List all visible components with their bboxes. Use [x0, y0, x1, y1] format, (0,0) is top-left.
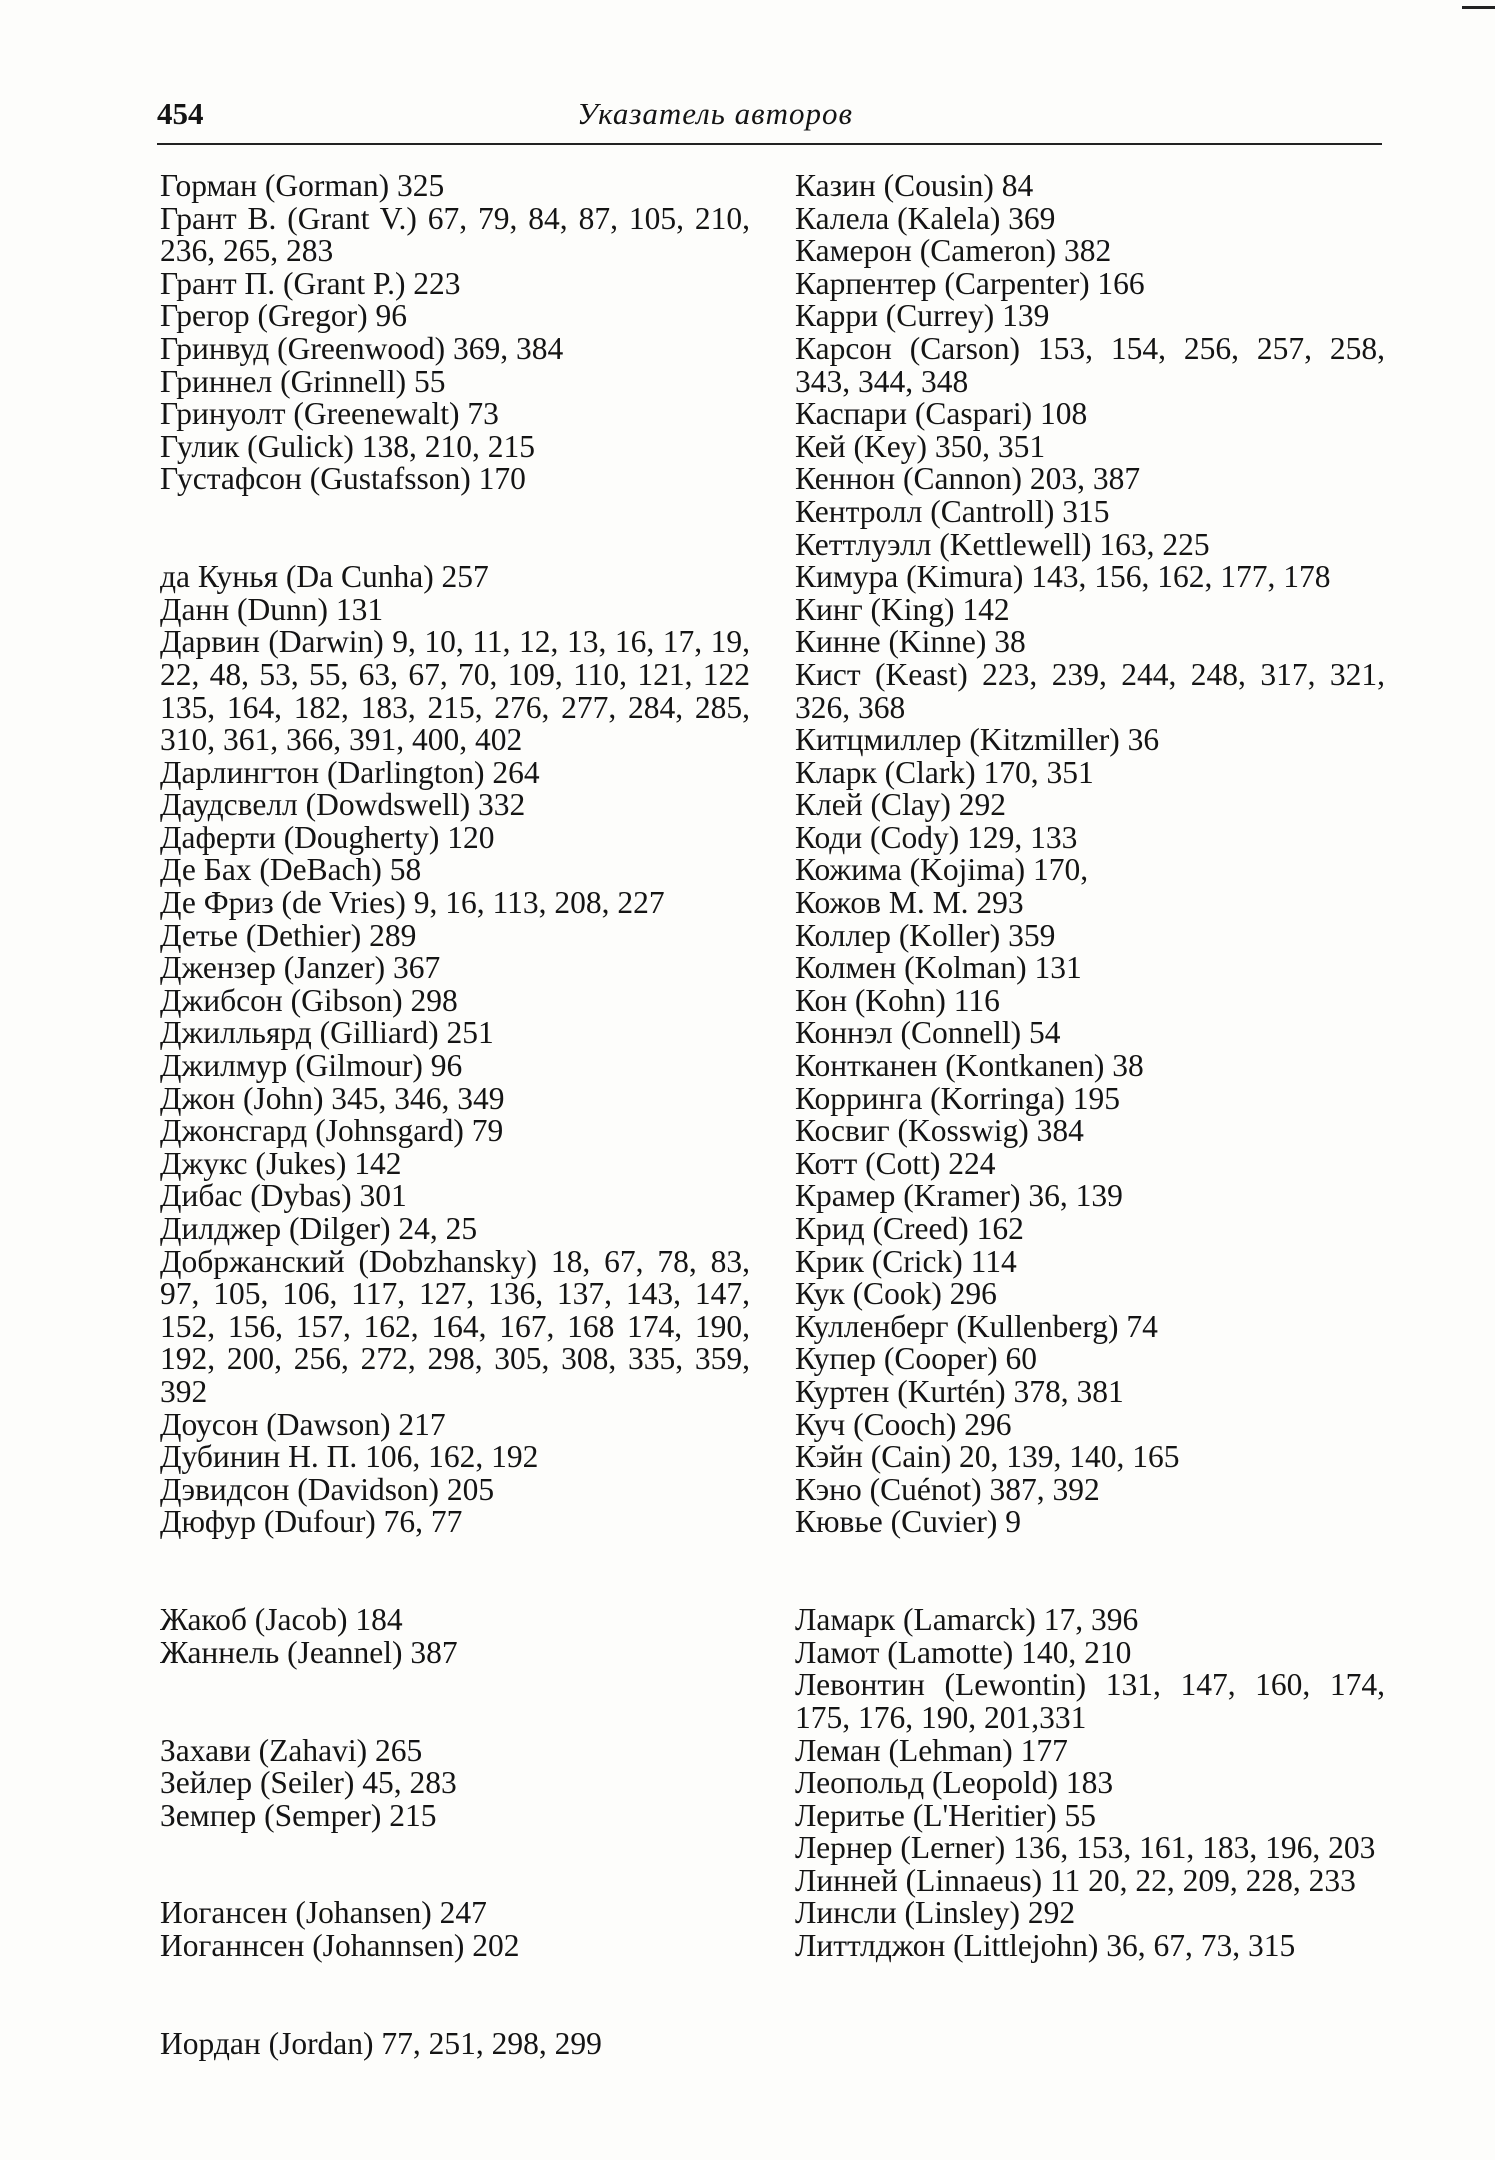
index-entry: Детье (Dethier) 289: [160, 917, 417, 953]
index-entry: Джукс (Jukes) 142: [160, 1145, 402, 1181]
corner-scan-mark: [1462, 6, 1495, 9]
index-entry: Дэвидсон (Davidson) 205: [160, 1471, 495, 1507]
index-entry: Кожов М. М. 293: [795, 885, 1024, 921]
index-entry: Кон (Kohn) 116: [795, 982, 1000, 1018]
index-entry: Карпентер (Carpenter) 166: [795, 265, 1145, 301]
index-entry: Линней (Linnaeus) 11 20, 22, 209, 228, 233: [795, 1862, 1356, 1898]
index-entry: Кеттлуэлл (Kettlewell) 163, 225: [795, 526, 1210, 562]
index-entry: Кентролл (Cantroll) 315: [795, 493, 1110, 529]
index-entry: Гринуолт (Greenewalt) 73: [160, 396, 499, 432]
index-entry: Кювье (Cuvier) 9: [795, 1504, 1021, 1540]
index-entry: Крид (Creed) 162: [795, 1211, 1024, 1246]
index-entry: Дарлингтон (Darlington) 264: [160, 754, 540, 790]
index-entry: Де Фриз (de Vries) 9, 16, 113, 208, 227: [160, 885, 665, 921]
index-entry: Линсли (Linsley) 292: [795, 1895, 1076, 1931]
index-entry: Джензер (Janzer) 367: [160, 950, 441, 986]
index-entry: Коди (Cody) 129, 133: [795, 819, 1078, 855]
page-header: [157, 96, 1375, 140]
index-entry: Джон (John) 345, 346, 349: [160, 1080, 505, 1116]
index-entry: Жакоб (Jacob) 184: [160, 1602, 403, 1638]
index-entry: Кимура (Kimura) 143, 156, 162, 177, 178: [795, 559, 1331, 595]
index-entry: Данн (Dunn) 131: [160, 591, 384, 627]
index-entry: Джонсгард (Johnsgard) 79: [160, 1113, 504, 1149]
index-entry: Иоганнсен (Johannsen) 202: [160, 1928, 520, 1964]
page-number: 454: [157, 96, 204, 131]
index-entry: Зейлер (Seiler) 45, 283: [160, 1765, 457, 1801]
index-entry: Кинг (King) 142: [795, 591, 1010, 627]
index-entry: Контканен (Kontkanen) 38: [795, 1048, 1144, 1084]
index-entry: да Кунья (Da Cunha) 257: [160, 559, 489, 595]
index-entry: Густафсон (Gustafsson) 170: [160, 461, 526, 497]
index-entry: Котт (Cott) 224: [795, 1145, 996, 1181]
index-entry: Китцмиллер (Kitzmiller) 36: [795, 722, 1160, 758]
index-entry: Джилльярд (Gilliard) 251: [160, 1015, 494, 1051]
index-entry: Леритье (L'Heritier) 55: [795, 1797, 1096, 1833]
index-entry: Литтлджон (Littlejohn) 36, 67, 73, 315: [795, 1928, 1296, 1964]
index-entry: Грегор (Gregor) 96: [160, 298, 408, 334]
index-entry: Карсон (Carson) 153, 154, 256, 257, 258, 343, 344, 348: [795, 330, 1385, 399]
index-entry: Де Бах (DeBach) 58: [160, 852, 422, 888]
section-gap: [160, 496, 750, 561]
index-entry: Клей (Clay) 292: [795, 787, 1007, 823]
index-entry: Ламот (Lamotte) 140, 210: [795, 1634, 1132, 1670]
index-entry: Захави (Zahavi) 265: [160, 1732, 423, 1768]
index-entry: Кист (Keast) 223, 239, 244, 248, 317, 321, 326, 368: [795, 656, 1385, 725]
index-entry: Грант В. (Grant V.) 67, 79, 84, 87, 105, 210, 236, 265, 283: [160, 200, 750, 269]
index-entry: Леман (Lehman) 177: [795, 1732, 1068, 1768]
index-entry: Даудсвелл (Dowdswell) 332: [160, 787, 526, 823]
running-title: Указатель авторов: [577, 96, 853, 131]
section-gap: [160, 1832, 750, 1897]
index-entry: Камерон (Cameron) 382: [795, 233, 1112, 269]
index-entry: Крамер (Kramer) 36, 139: [795, 1178, 1123, 1214]
section-gap: [160, 1963, 750, 2028]
index-entry: Каспари (Caspari) 108: [795, 396, 1088, 432]
index-entry: Ламарк (Lamarck) 17, 396: [795, 1602, 1139, 1638]
index-entry: Кларк (Clark) 170, 351: [795, 754, 1094, 790]
index-entry: Коннэл (Connell) 54: [795, 1015, 1061, 1051]
header-rule: [157, 143, 1382, 145]
index-entry: Кей (Key) 350, 351: [795, 428, 1046, 464]
index-entry: Косвиг (Kosswig) 384: [795, 1113, 1084, 1149]
index-entry: Кэйн (Cain) 20, 139, 140, 165: [795, 1439, 1180, 1475]
index-entry: Колмен (Kolman) 131: [795, 950, 1082, 986]
index-entry: Иордан (Jordan) 77, 251, 298, 299: [160, 2025, 602, 2061]
index-entry: Гриннел (Grinnell) 55: [160, 363, 446, 399]
section-gap: [160, 1669, 750, 1734]
index-entry: Левонтин (Lewontin) 131, 147, 160, 174, 175, 176, 190, 201,331: [795, 1667, 1385, 1735]
index-entry: Купер (Cooper) 60: [795, 1341, 1037, 1377]
index-entry: Карри (Currey) 139: [795, 298, 1050, 334]
index-entry: Кожима (Kojima) 170,: [795, 852, 1089, 888]
index-entry: Гулик (Gulick) 138, 210, 215: [160, 428, 535, 464]
index-entry: Горман (Gorman) 325: [160, 168, 445, 203]
section-gap: [795, 1539, 1385, 1604]
section-gap: [160, 1539, 750, 1604]
index-entry: Даферти (Dougherty) 120: [160, 819, 495, 855]
index-entry: Калела (Kalela) 369: [795, 200, 1056, 236]
index-entry: Грант П. (Grant P.) 223: [160, 265, 461, 301]
index-entry: Лернер (Lerner) 136, 153, 161, 183, 196, 203: [795, 1830, 1376, 1866]
index-column-right: [795, 170, 1385, 1963]
index-column-left: [160, 170, 750, 2060]
index-entry: Доусон (Dawson) 217: [160, 1406, 446, 1442]
index-entry: Казин (Cousin) 84: [795, 168, 1034, 203]
index-entry: Земпер (Semper) 215: [160, 1797, 437, 1833]
index-entry: Дубинин Н. П. 106, 162, 192: [160, 1439, 539, 1475]
index-entry: Крик (Crick) 114: [795, 1243, 1017, 1279]
index-entry: Джилмур (Gilmour) 96: [160, 1048, 463, 1084]
index-entry: Кэно (Cuénot) 387, 392: [795, 1471, 1100, 1507]
index-entry: Куч (Cooch) 296: [795, 1406, 1012, 1442]
index-entry: Джибсон (Gibson) 298: [160, 982, 458, 1018]
index-entry: Леопольд (Leopold) 183: [795, 1765, 1114, 1801]
index-entry: Куртен (Kurtén) 378, 381: [795, 1373, 1124, 1409]
index-entry: Дюфур (Dufour) 76, 77: [160, 1504, 463, 1540]
index-entry: Кулленберг (Kullenberg) 74: [795, 1308, 1158, 1344]
index-entry: Гринвуд (Greenwood) 369, 384: [160, 330, 564, 366]
index-entry: Коллер (Koller) 359: [795, 917, 1056, 953]
index-entry: Дибас (Dybas) 301: [160, 1178, 407, 1214]
index-entry: Иогансен (Johansen) 247: [160, 1895, 487, 1931]
index-entry: Дарвин (Darwin) 9, 10, 11, 12, 13, 16, 17, 19, 22, 48, 53, 55, 63, 67, 70, 109, 110, 121, 122 135, 164, 182, 183, 215, 276, 277, 284, 285, 310, 361, 366, 391, 400, 402: [160, 624, 750, 758]
index-entry: Кеннон (Cannon) 203, 387: [795, 461, 1141, 497]
index-entry: Кинне (Kinne) 38: [795, 624, 1026, 660]
index-entry: Дилджер (Dilger) 24, 25: [160, 1211, 478, 1246]
index-entry: Кук (Cook) 296: [795, 1276, 997, 1312]
index-entry: Жаннель (Jeannel) 387: [160, 1634, 458, 1670]
index-entry: Добржанский (Dobzhansky) 18, 67, 78, 83, 97, 105, 106, 117, 127, 136, 137, 143, 147, 152, 156, 157, 162, 164, 167, 168 174, 190, 192, 200, 256, 272, 298, 305, 308, 335, 359, 392: [160, 1243, 750, 1409]
index-entry: Корринга (Korringa) 195: [795, 1080, 1120, 1116]
